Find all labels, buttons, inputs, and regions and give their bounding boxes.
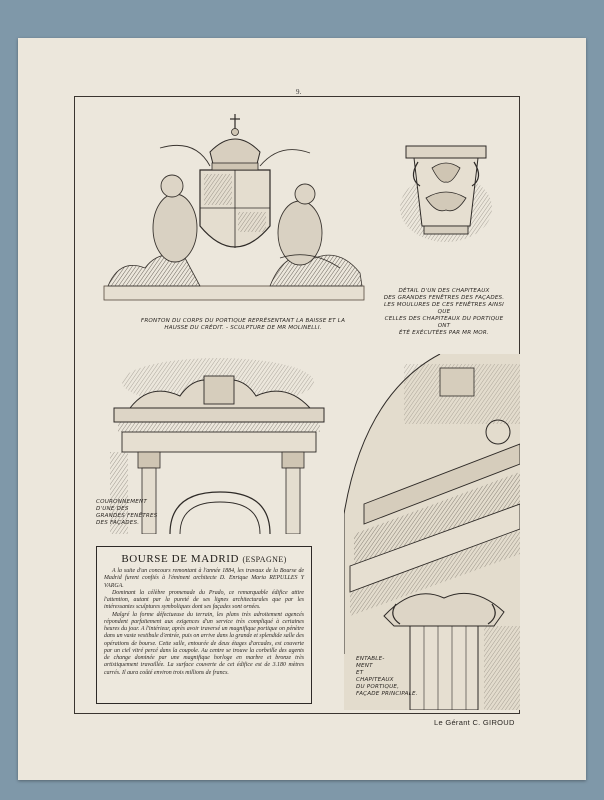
article-paragraph: Dominant la célèbre promenade du Prado, ce remarquable édifice attire l'attention, autant par la pureté de ses lignes architecturales que par les intéressantes sculptures symboliques dont ses façades sont ornées. bbox=[104, 589, 304, 611]
caption-line: LES MOULURES DE CES FENÊTRES AINSI QUE bbox=[384, 301, 504, 315]
caption-line: HAUSSE DU CRÉDIT. - SCULPTURE DE MR MOLINELLI. bbox=[164, 324, 322, 331]
caption-line: DES FAÇADES. bbox=[96, 519, 140, 526]
caption-line: DES GRANDES FENÊTRES DES FAÇADES. bbox=[383, 294, 505, 301]
article-paragraph: Malgré la forme défectueuse du terrain, les plans très adroitement agencés répondent parfaitement aux exigences d'un service très compliqué à certaines heures du jour. A l'intérieur, après avoir traversé un magnifique portique on pénètre dans un vaste vestibule d'entrée, puis on arrive dans la grande et splendide salle des opérations de bourse. Cette salle, entourée de deux étages d'arcades, est couverte par un ciel vitré percé dans la coupole. Au centre se trouve la corbeille des agents de change dominée par une magnifique horloge en marbre et bronze très artistiquement travaillée. La surface couverte de cet édifice est de 3.180 mètres carrés. Il aura coûté environ trois millions de francs. bbox=[104, 611, 304, 676]
caption-line: D'UNE DES bbox=[96, 505, 129, 512]
article-paragraph: A la suite d'un concours remontant à l'année 1884, les travaux de la Bourse de Madrid furent confiés à l'éminent architecte D. Enrique Maria REPULLES Y VARGA. bbox=[104, 568, 304, 589]
caption-line: CELLES DES CHAPITEAUX DU PORTIQUE ONT bbox=[384, 315, 504, 329]
caption-line: ET bbox=[356, 669, 364, 676]
caption-line: CHAPITEAUX bbox=[356, 676, 394, 683]
caption-line: MENT bbox=[356, 662, 373, 669]
caption-line: COURONNEMENT bbox=[96, 499, 147, 505]
caption-line: ENTABLE- bbox=[356, 656, 385, 662]
signature: Le Gérant C. GIROUD bbox=[434, 718, 515, 727]
article-body bbox=[104, 568, 304, 677]
caption-line: GRANDES FENÊTRES bbox=[96, 512, 158, 519]
caption-window-crown bbox=[96, 499, 176, 527]
article-subtitle: (ESPAGNE) bbox=[242, 555, 287, 564]
article-title-text: BOURSE DE MADRID bbox=[121, 553, 240, 565]
capital-detail-engraving bbox=[396, 138, 498, 248]
caption-line: FAÇADE PRINCIPALE. bbox=[356, 690, 418, 697]
caption-coat-of-arms bbox=[128, 318, 358, 332]
article-box bbox=[96, 546, 312, 704]
caption-line: DU PORTIQUE, bbox=[356, 683, 400, 690]
article-title bbox=[104, 553, 304, 565]
caption-line: FRONTON DU CORPS DU PORTIQUE REPRÉSENTANT LA BAISSE ET LA bbox=[140, 318, 346, 324]
caption-line: DÉTAIL D'UN DES CHAPITEAUX bbox=[398, 288, 490, 294]
caption-capital-detail bbox=[378, 288, 510, 337]
coat-of-arms-engraving bbox=[100, 108, 370, 314]
caption-line: ÉTÉ EXÉCUTÉES PAR MR MOR. bbox=[399, 329, 489, 336]
caption-entablature bbox=[356, 656, 452, 698]
page-number: 9. bbox=[296, 88, 302, 96]
